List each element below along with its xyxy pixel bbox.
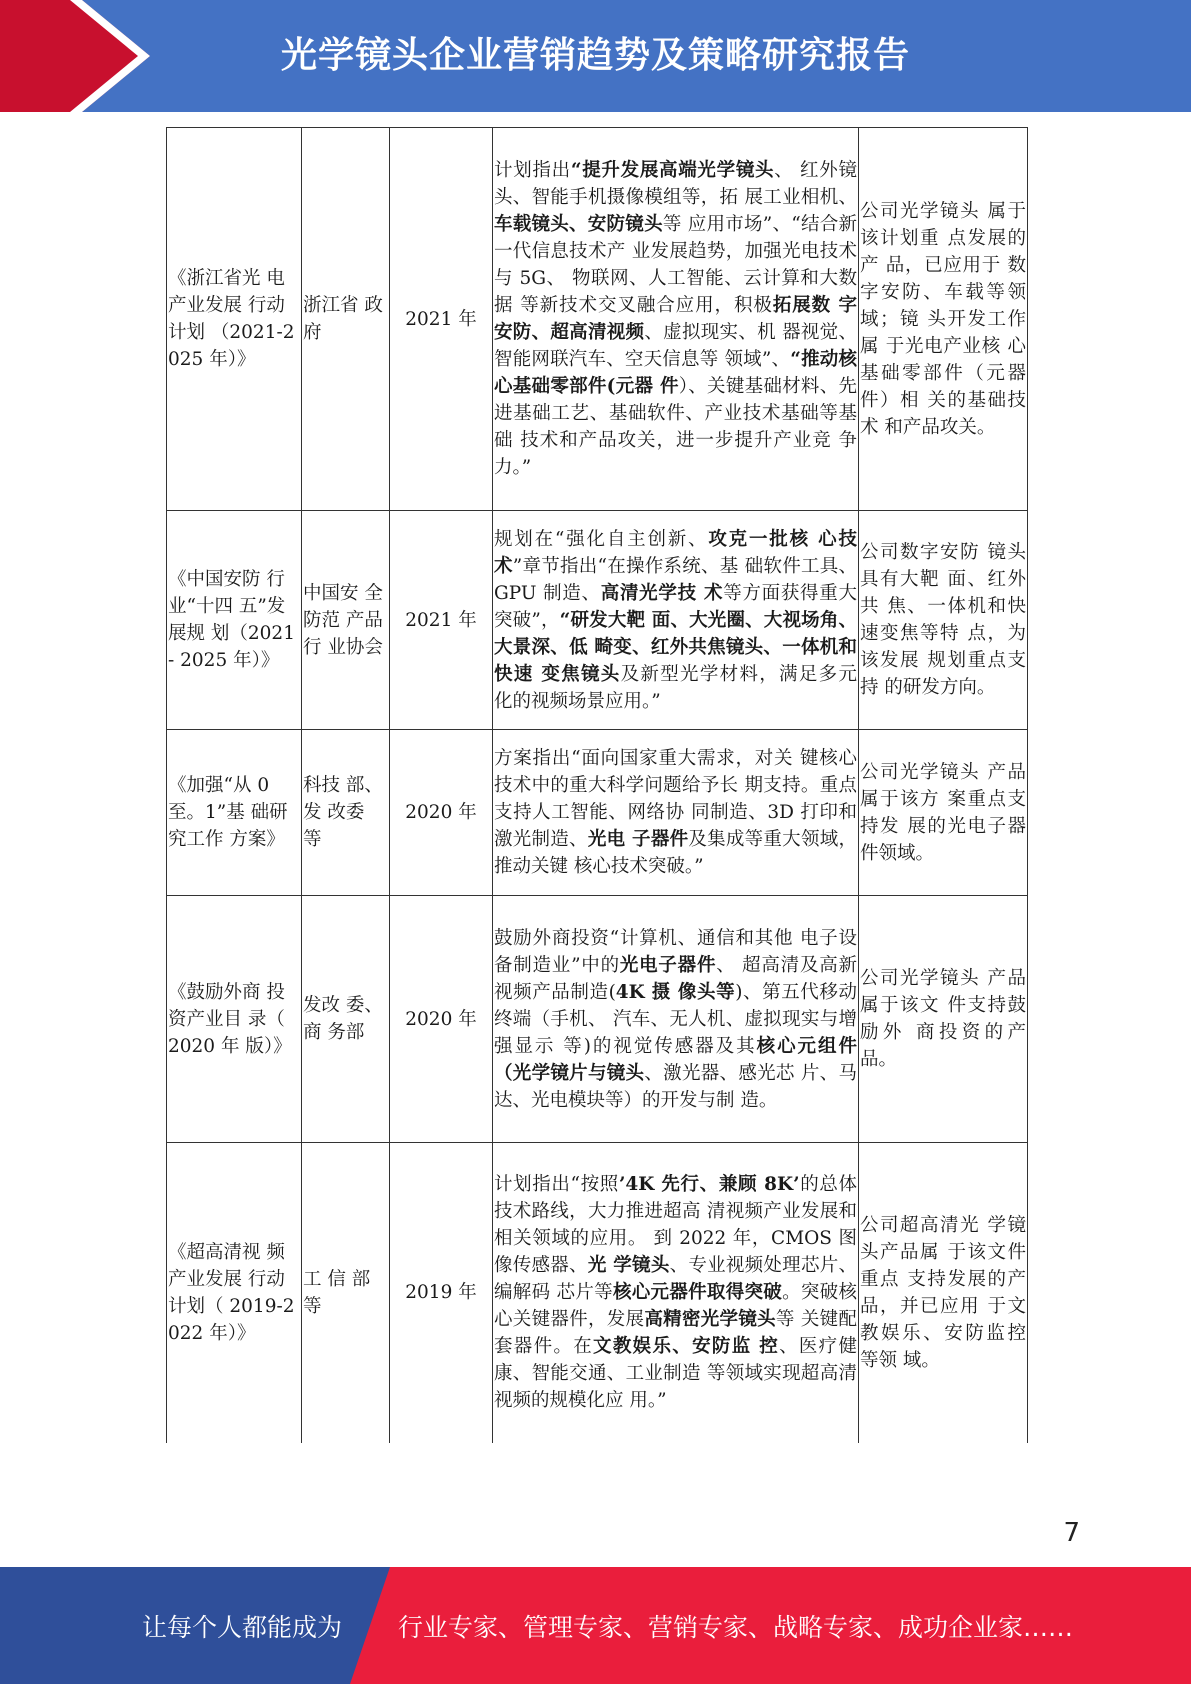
page-number: 7	[1063, 1518, 1080, 1548]
issuer-cell: 中国安 全防范 产品行 业协会	[302, 511, 390, 730]
content-bold-segment: 高清光学技 术	[600, 582, 724, 604]
policy-name-cell: 《中国安防 行业“十四 五”发展规 划（2021- 2025 年）》	[167, 511, 302, 730]
content-segment: 规划在“强化自主创新、	[494, 528, 709, 550]
page-footer	[0, 1567, 1191, 1684]
issuer-cell: 工 信 部 等	[302, 1143, 390, 1443]
footer-slogan-right: 行业专家、管理专家、营销专家、战略专家、成功企业家……	[398, 1612, 1074, 1642]
content-bold-segment: 拓展数 字安防、超高清视频	[494, 295, 857, 343]
year-cell: 2021 年	[390, 511, 493, 730]
relevance-cell: 公司数字安防 镜头具有大靶 面、红外共 焦、一体机和快速变焦等特 点，为该发展 规划重点支持 的研发方向。	[859, 511, 1028, 730]
content-segment: ”章节指出“在操作系统、基 础软件工具、GPU 制造、	[494, 555, 857, 604]
policy-content-cell	[493, 730, 859, 896]
issuer-cell: 浙江省 政府	[302, 128, 390, 511]
year-cell: 2019 年	[390, 1143, 493, 1443]
policy-name-cell: 《鼓励外商 投资产业目 录（ 2020 年 版）》	[167, 896, 302, 1143]
content-bold-segment: “研发大靶 面、大光圈、大视场角、大景深、低 畸变、红外共焦镜头、一体机和快速 变焦镜头	[494, 609, 857, 685]
content-bold-segment: 文教娱乐、安防监 控	[593, 1336, 780, 1358]
content-bold-segment: 光电子器件	[619, 954, 717, 976]
policy-content-cell	[493, 511, 859, 730]
content-segment: 及新型光学材料，满足多元 化的视频场景应用。”	[494, 663, 857, 712]
table-row	[167, 128, 1028, 511]
content-segment: 计划指出	[494, 160, 571, 181]
table-row	[167, 896, 1028, 1143]
relevance-cell: 公司光学镜头 产品属于该方 案重点支持发 展的光电子器 件领域。	[859, 730, 1028, 896]
policy-table	[166, 127, 1024, 1443]
issuer-cell: 发改 委、商 务部	[302, 896, 390, 1143]
content-segment: 及集成等重大领域，推动关键 核心技术突破。”	[494, 829, 857, 877]
content-segment: 、激光器、感光芯 片、马达、光电模块等）的开发与制 造。	[494, 1062, 857, 1111]
content-segment: 等 关键配套器件。在	[494, 1309, 857, 1358]
policy-content-cell	[493, 1143, 859, 1443]
report-title: 光学镜头企业营销趋势及策略研究报告	[280, 34, 910, 76]
content-bold-segment: 攻克一批核 心技术	[494, 528, 857, 577]
content-segment: 、 红外镜头、智能手机摄像模组等，拓 展工业相机、	[494, 160, 857, 208]
content-bold-segment: 核心元器件取得突破	[612, 1282, 783, 1304]
content-bold-segment: “提升发展高端光学镜头	[570, 160, 775, 181]
content-segment: )、第五代移动终端（手机、 汽车、无人机、虚拟现实与增强显示 等)的视觉传感器及其	[494, 981, 857, 1057]
table-row	[167, 1143, 1028, 1443]
content-segment: 、医疗健康、智能交通、工业制造 等领域实现超高清视频的规模化应 用。”	[494, 1336, 857, 1412]
year-cell: 2021 年	[390, 128, 493, 511]
content-segment: 、 超高清及高新视频产品制造(	[494, 954, 857, 1003]
footer-slogan-left: 让每个人都能成为	[142, 1612, 343, 1642]
content-segment: 、专业视频处理芯片、编解码 芯片等	[494, 1255, 857, 1304]
table-row	[167, 730, 1028, 896]
policy-content-cell	[493, 896, 859, 1143]
content-bold-segment: 光 学镜头	[587, 1255, 670, 1277]
header-red-chevron	[0, 0, 150, 112]
relevance-cell: 公司光学镜头 属于该计划重 点发展的产 品，已应用于 数字安防、车载等领域；镜 头开发工作属 于光电产业核 心基础零部件（元器件）相 关的基础技术 和产品攻关。	[859, 128, 1028, 511]
year-cell: 2020 年	[390, 730, 493, 896]
content-segment: 计划指出“按照	[494, 1174, 619, 1196]
content-segment: 鼓励外商投资“计算机、通信和其他 电子设备制造业”中的	[494, 927, 857, 976]
content-segment: ）、关键基础材料、先进基础工艺、基础软件、产业技术基础等基础 技术和产品攻关，进一步提升产业竞 争力。”	[494, 376, 857, 478]
relevance-cell: 公司光学镜头 产品属于该文 件支持鼓励外 商投资的产 品。	[859, 896, 1028, 1143]
content-bold-segment: 光电 子器件	[587, 829, 689, 850]
content-bold-segment: 核心元组件（光学镜片与镜头	[494, 1035, 857, 1084]
table-row	[167, 511, 1028, 730]
content-bold-segment: 高精密光学镜头	[644, 1309, 776, 1331]
policy-name-cell: 《超高清视 频产业发展 行动计划（ 2019-2022 年）》	[167, 1143, 302, 1443]
page-header	[0, 0, 1191, 112]
content-segment: 的总体技术路线，大力推进超高 清视频产业发展和相关领域的应用。 到 2022 年，CMOS 图像传感器、	[494, 1174, 857, 1277]
content-bold-segment: 4K 摄 像头等	[615, 981, 736, 1003]
policy-content-cell	[493, 128, 859, 511]
issuer-cell: 科技 部、发 改委 等	[302, 730, 390, 896]
content-bold-segment: ’4K 先行、兼顾 8K’	[618, 1174, 800, 1196]
content-segment: 、虚拟现实、机 器视觉、智能网联汽车、空天信息等 领域”、	[494, 322, 857, 370]
content-segment: 方案指出“面向国家重大需求，对关 键核心技术中的重大科学问题给予长 期支持。重点支持人工智能、网络协 同制造、3D 打印和激光制造、	[494, 748, 857, 850]
policy-name-cell: 《浙江省光 电产业发展 行动计划 （2021-2025 年）》	[167, 128, 302, 511]
content-segment: 等方面获得重大突破”，	[494, 582, 857, 631]
content-bold-segment: “推动核心基础零部件(元器 件	[494, 349, 857, 397]
year-cell: 2020 年	[390, 896, 493, 1143]
relevance-cell: 公司超高清光 学镜头产品属 于该文件重点 支持发展的产 品，并已应用 于文教娱乐、安防监控等领 域。	[859, 1143, 1028, 1443]
content-segment: 。突破核 心关键器件，发展	[494, 1282, 857, 1331]
content-bold-segment: 车载镜头、安防镜头	[494, 214, 663, 235]
policy-name-cell: 《加强“从 0 至。1”基 础研究工作 方案》	[167, 730, 302, 896]
content-segment: 等 应用市场”、“结合新一代信息技术产 业发展趋势，加强光电技术与 5G、 物联网、人工智能、云计算和大数据 等新技术交叉融合应用，积极	[494, 214, 857, 316]
